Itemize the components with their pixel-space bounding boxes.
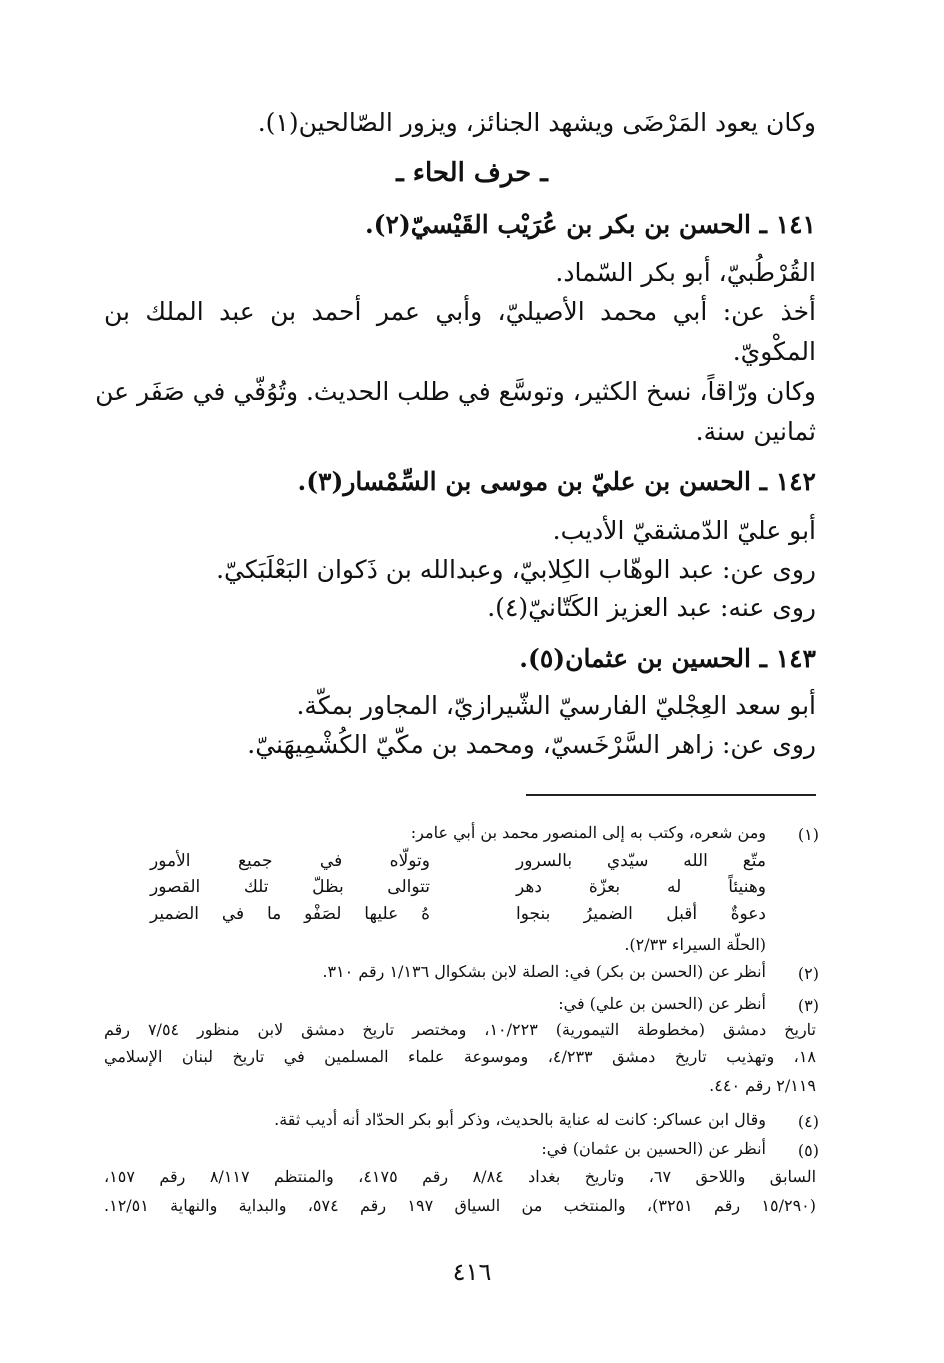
footnote-text: ومن شعره، وكتب به إلى المنصور محمد بن أبي عامر: (410, 823, 766, 842)
footnote-number: (٣) (797, 996, 819, 1015)
verse-hemistich: تتوالى بظلّ تلك القصور (150, 877, 430, 897)
main-line: وكان يعود المَرْضَى ويشهد الجنائز، ويزور الصّالحين(١). (257, 108, 816, 137)
entry-142-line: أبو عليّ الدّمشقيّ الأديب. (552, 516, 816, 545)
footnote-text: السابق واللاحق ٦٧، وتاريخ بغداد ٨/٨٤ رقم ٤١٧٥، والمنتظم ٨/١١٧ رقم ١٥٧، (104, 1167, 817, 1186)
footnote-text: أنظر عن (الحسين بن عثمان) في: (541, 1139, 766, 1158)
footnote-separator (526, 794, 816, 796)
verse-hemistich: هُ عليها لصَفْو ما في الضمير (150, 904, 430, 924)
entry-143-line: روى عن: زاهر السَّرْخَسيّ، ومحمد بن مكّيّ الكُشْمِيهَنيّ. (247, 730, 816, 759)
footnote-text: ١٨، وتهذيب تاريخ دمشق ٤/٢٣٣، وموسوعة علماء المسلمين في تاريخ لبنان الإسلامي (104, 1047, 816, 1066)
verse-hemistich: دعوةٌ أقبل الضميرُ بنجوا (516, 904, 766, 924)
entry-141-line: المكْويّ. (732, 337, 816, 366)
footnote-source: (الحلّة السيراء ٢/٣٣). (624, 935, 766, 954)
footnote-number: (٥) (797, 1141, 819, 1160)
entry-141-line: أخذ عن: أبي محمد الأصيليّ، وأبي عمر أحمد بن عبد الملك بن (104, 297, 816, 326)
footnote-text: أنظر عن (الحسن بن علي) في: (558, 994, 766, 1013)
footnote-number: (٤) (797, 1112, 819, 1131)
verse-hemistich: متّع الله سيّدي بالسرور (516, 851, 766, 871)
entry-141-line: وكان ورّاقاً، نسخ الكثير، وتوسَّع في طلب الحديث. وتُوُفّي في صَفَر عن (95, 377, 816, 406)
footnote-text: وقال ابن عساكر: كانت له عناية بالحديث، وذكر أبو بكر الحدّاد أنه أديب ثقة. (274, 1110, 766, 1129)
footnote-number: (١) (797, 825, 819, 844)
entry-142-line: روى عنه: عبد العزيز الكَتّانيّ(٤). (487, 593, 816, 622)
verse-hemistich: وتولّاه في جميع الأمور (150, 851, 430, 871)
entry-141-line: ثمانين سنة. (695, 417, 816, 446)
entry-143-line: أبو سعد العِجْليّ الفارسيّ الشّيرازيّ، المجاور بمكّة. (296, 691, 816, 720)
page-number: ٤١٦ (452, 1258, 492, 1286)
entry-141-title: ١٤١ ـ الحسن بن بكر بن عُرَيْب القَيْسيّ(٢). (364, 210, 816, 239)
footnote-text: تاريخ دمشق (مخطوطة التيمورية) ١٠/٢٢٣، ومختصر تاريخ دمشق لابن منظور ٧/٥٤ رقم (104, 1020, 816, 1039)
footnote-number: (٢) (797, 964, 819, 983)
footnote-text: أنظر عن (الحسن بن بكر) في: الصلة لابن بشكوال ١/١٣٦ رقم ٣١٠. (322, 962, 766, 981)
entry-142-title: ١٤٢ ـ الحسن بن عليّ بن موسى بن السِّمْسار(٣). (297, 467, 816, 496)
footnote-text: ٢/١١٩ رقم ٤٤٠. (709, 1076, 816, 1095)
entry-143-title: ١٤٣ ـ الحسين بن عثمان(٥). (519, 644, 816, 673)
footnote-text: (١٥/٢٩٠ رقم ٣٢٥١)، والمنتخب من السياق ١٩٧ رقم ٥٧٤، والبداية والنهاية ١٢/٥١. (104, 1196, 817, 1215)
verse-hemistich: وهنيئاً له بعزّة دهر (516, 877, 766, 897)
entry-141-line: القُرْطُبيّ، أبو بكر السّماد. (555, 258, 816, 287)
entry-142-line: روى عن: عبد الوهّاب الكِلابيّ، وعبدالله بن ذَكوان البَعْلَبَكيّ. (216, 555, 816, 584)
section-heading: ـ حرف الحاء ـ (396, 158, 548, 188)
